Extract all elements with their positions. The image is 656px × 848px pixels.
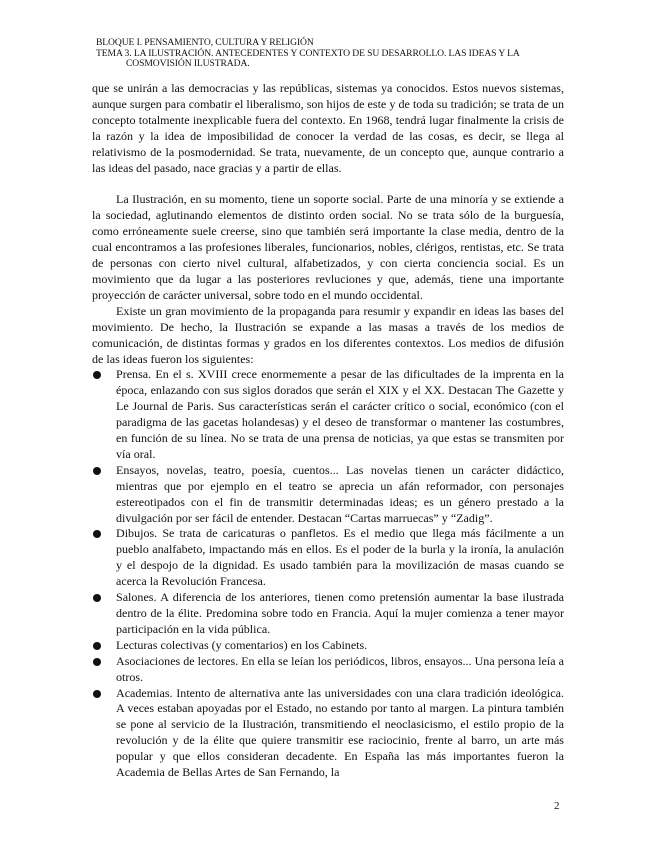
bullet-icon bbox=[93, 642, 101, 650]
bullet-icon bbox=[93, 530, 101, 538]
bullet-icon bbox=[93, 467, 101, 475]
header-block-title: BLOQUE I. PENSAMIENTO, CULTURA Y RELIGIÓN bbox=[96, 37, 314, 48]
diffusion-media-list bbox=[92, 367, 564, 781]
header-topic-title: TEMA 3. LA ILUSTRACIÓN. ANTECEDENTES Y CONTEXTO DE SU DESARROLLO. LAS IDEAS Y LA bbox=[96, 47, 520, 59]
list-item-salones bbox=[92, 590, 564, 638]
list-item-text: Dibujos. Se trata de caricaturas o panfletos. Es el medio que llega más fácilmente a un pueblo analfabeto, impactando más en ellos. Es el poder de la burla y la ironía, la anulación y el despojo de la dignidad. Es usado también para la movilización de masas cuando se acerca la Revolución Francesa. bbox=[116, 526, 564, 589]
list-item-ensayos bbox=[92, 463, 564, 527]
bullet-icon bbox=[93, 594, 101, 602]
bullet-icon bbox=[93, 371, 101, 379]
list-item-text: Prensa. En el s. XVIII crece enormemente a pesar de las dificultades de la imprenta en la época, enlazando con sus siglos dorados que serán el XIX y el XX. Destacan The Gazette y Le Journal de Paris. Sus características serán el carácter crítico o social, económico (con el paradigma de las gacetas holandesas) y el deseo de transformar o mantener las costumbres, en función de su línea. No se trata de una prensa de noticias, ya que estas se transmiten por vía oral. bbox=[116, 367, 564, 461]
paragraph-propaganda: Existe un gran movimiento de la propaganda para resumir y expandir en ideas las bases del movimiento. De hecho, la Ilustración se expande a las masas a través de los medios de comunicación, de distintas formas y grados en los diferentes contextos. Los medios de difusión de las ideas fueron los siguientes: bbox=[92, 303, 564, 366]
bullet-icon bbox=[93, 690, 101, 698]
running-header bbox=[96, 38, 566, 70]
list-item-lecturas bbox=[92, 638, 564, 654]
list-item-text: Asociaciones de lectores. En ella se leían los periódicos, libros, ensayos... Una persona leía a otros. bbox=[116, 653, 564, 684]
list-item-text: Ensayos, novelas, teatro, poesía, cuentos... Las novelas tienen un carácter didáctico, mientras que por ejemplo en el teatro se aprecia un afán reformador, con personajes estereotipados con el fin de transmitir determinadas ideas; es un género prestado a la divulgación por ser fácil de entender. Destacan “Cartas marruecas” y “Zadig”. bbox=[116, 462, 564, 525]
list-item-dibujos bbox=[92, 526, 564, 590]
list-item-text: Academias. Intento de alternativa ante las universidades con una clara tradición ideológica. A veces estaban apoyadas por el Estado, no estando por tanto al margen. La pintura también se pone al servicio de la Ilustración, transmitiendo el neoclasicismo, el estilo propio de la revolución y de la élite que quiere transmitir ese raciocinio, frente al barro, un arte más popular y que ellos consideran decadente. En España las más importantes fueron la Academia de Bellas Artes de San Fernando, la bbox=[116, 685, 564, 780]
paragraph-social-support: La Ilustración, en su momento, tiene un soporte social. Parte de una minoría y se extiende a la sociedad, aglutinando elementos de distinto orden social. No se trata sólo de la burguesía, como erróneamente suele creerse, sino que también será importante la clase media, dentro de la cual encontramos a las profesiones liberales, funcionarios, nobles, clérigos, rentistas, etc. Se trata de personas con cierto nivel cultural, alfabetizados, y con cierta conciencia social. Es un movimiento que da lugar a las posteriores revluciones y que, además, tiene una importante proyección de carácter universal, sobre todo en el mundo occidental. bbox=[92, 192, 564, 302]
bullet-icon bbox=[93, 658, 101, 666]
header-topic-title-continued: COSMOVISIÓN ILUSTRADA. bbox=[126, 58, 250, 69]
paragraph-continued: que se unirán a las democracias y las repúblicas, sistemas ya conocidos. Estos nuevos sistemas, aunque surgen para combatir el liberalismo, son hijos de este y de toda su tradición; se trata de un concepto totalmente inexplicable fuera del contexto. En 1968, tendrá lugar finalmente la crisis de la razón y la idea de imposibilidad de conocer la verdad de las cosas, es decir, se llega al relativismo de la posmodernidad. Se trata, nuevamente, de un concepto que, aunque contrario a las ideas del pasado, nace gracias y a partir de ellas. bbox=[92, 81, 564, 175]
list-item-text: Salones. A diferencia de los anteriores, tienen como pretensión aumentar la base ilustrada dentro de la élite. Predomina sobre todo en Francia. Aquí la mujer comienza a tener mayor participación en la vida pública. bbox=[116, 590, 564, 636]
list-item-text: Lecturas colectivas (y comentarios) en los Cabinets. bbox=[116, 637, 368, 652]
body-text bbox=[92, 81, 564, 781]
list-item-academias bbox=[92, 686, 564, 781]
list-item-prensa bbox=[92, 367, 564, 462]
list-item-asociaciones bbox=[92, 654, 564, 686]
page-number: 2 bbox=[554, 800, 560, 812]
